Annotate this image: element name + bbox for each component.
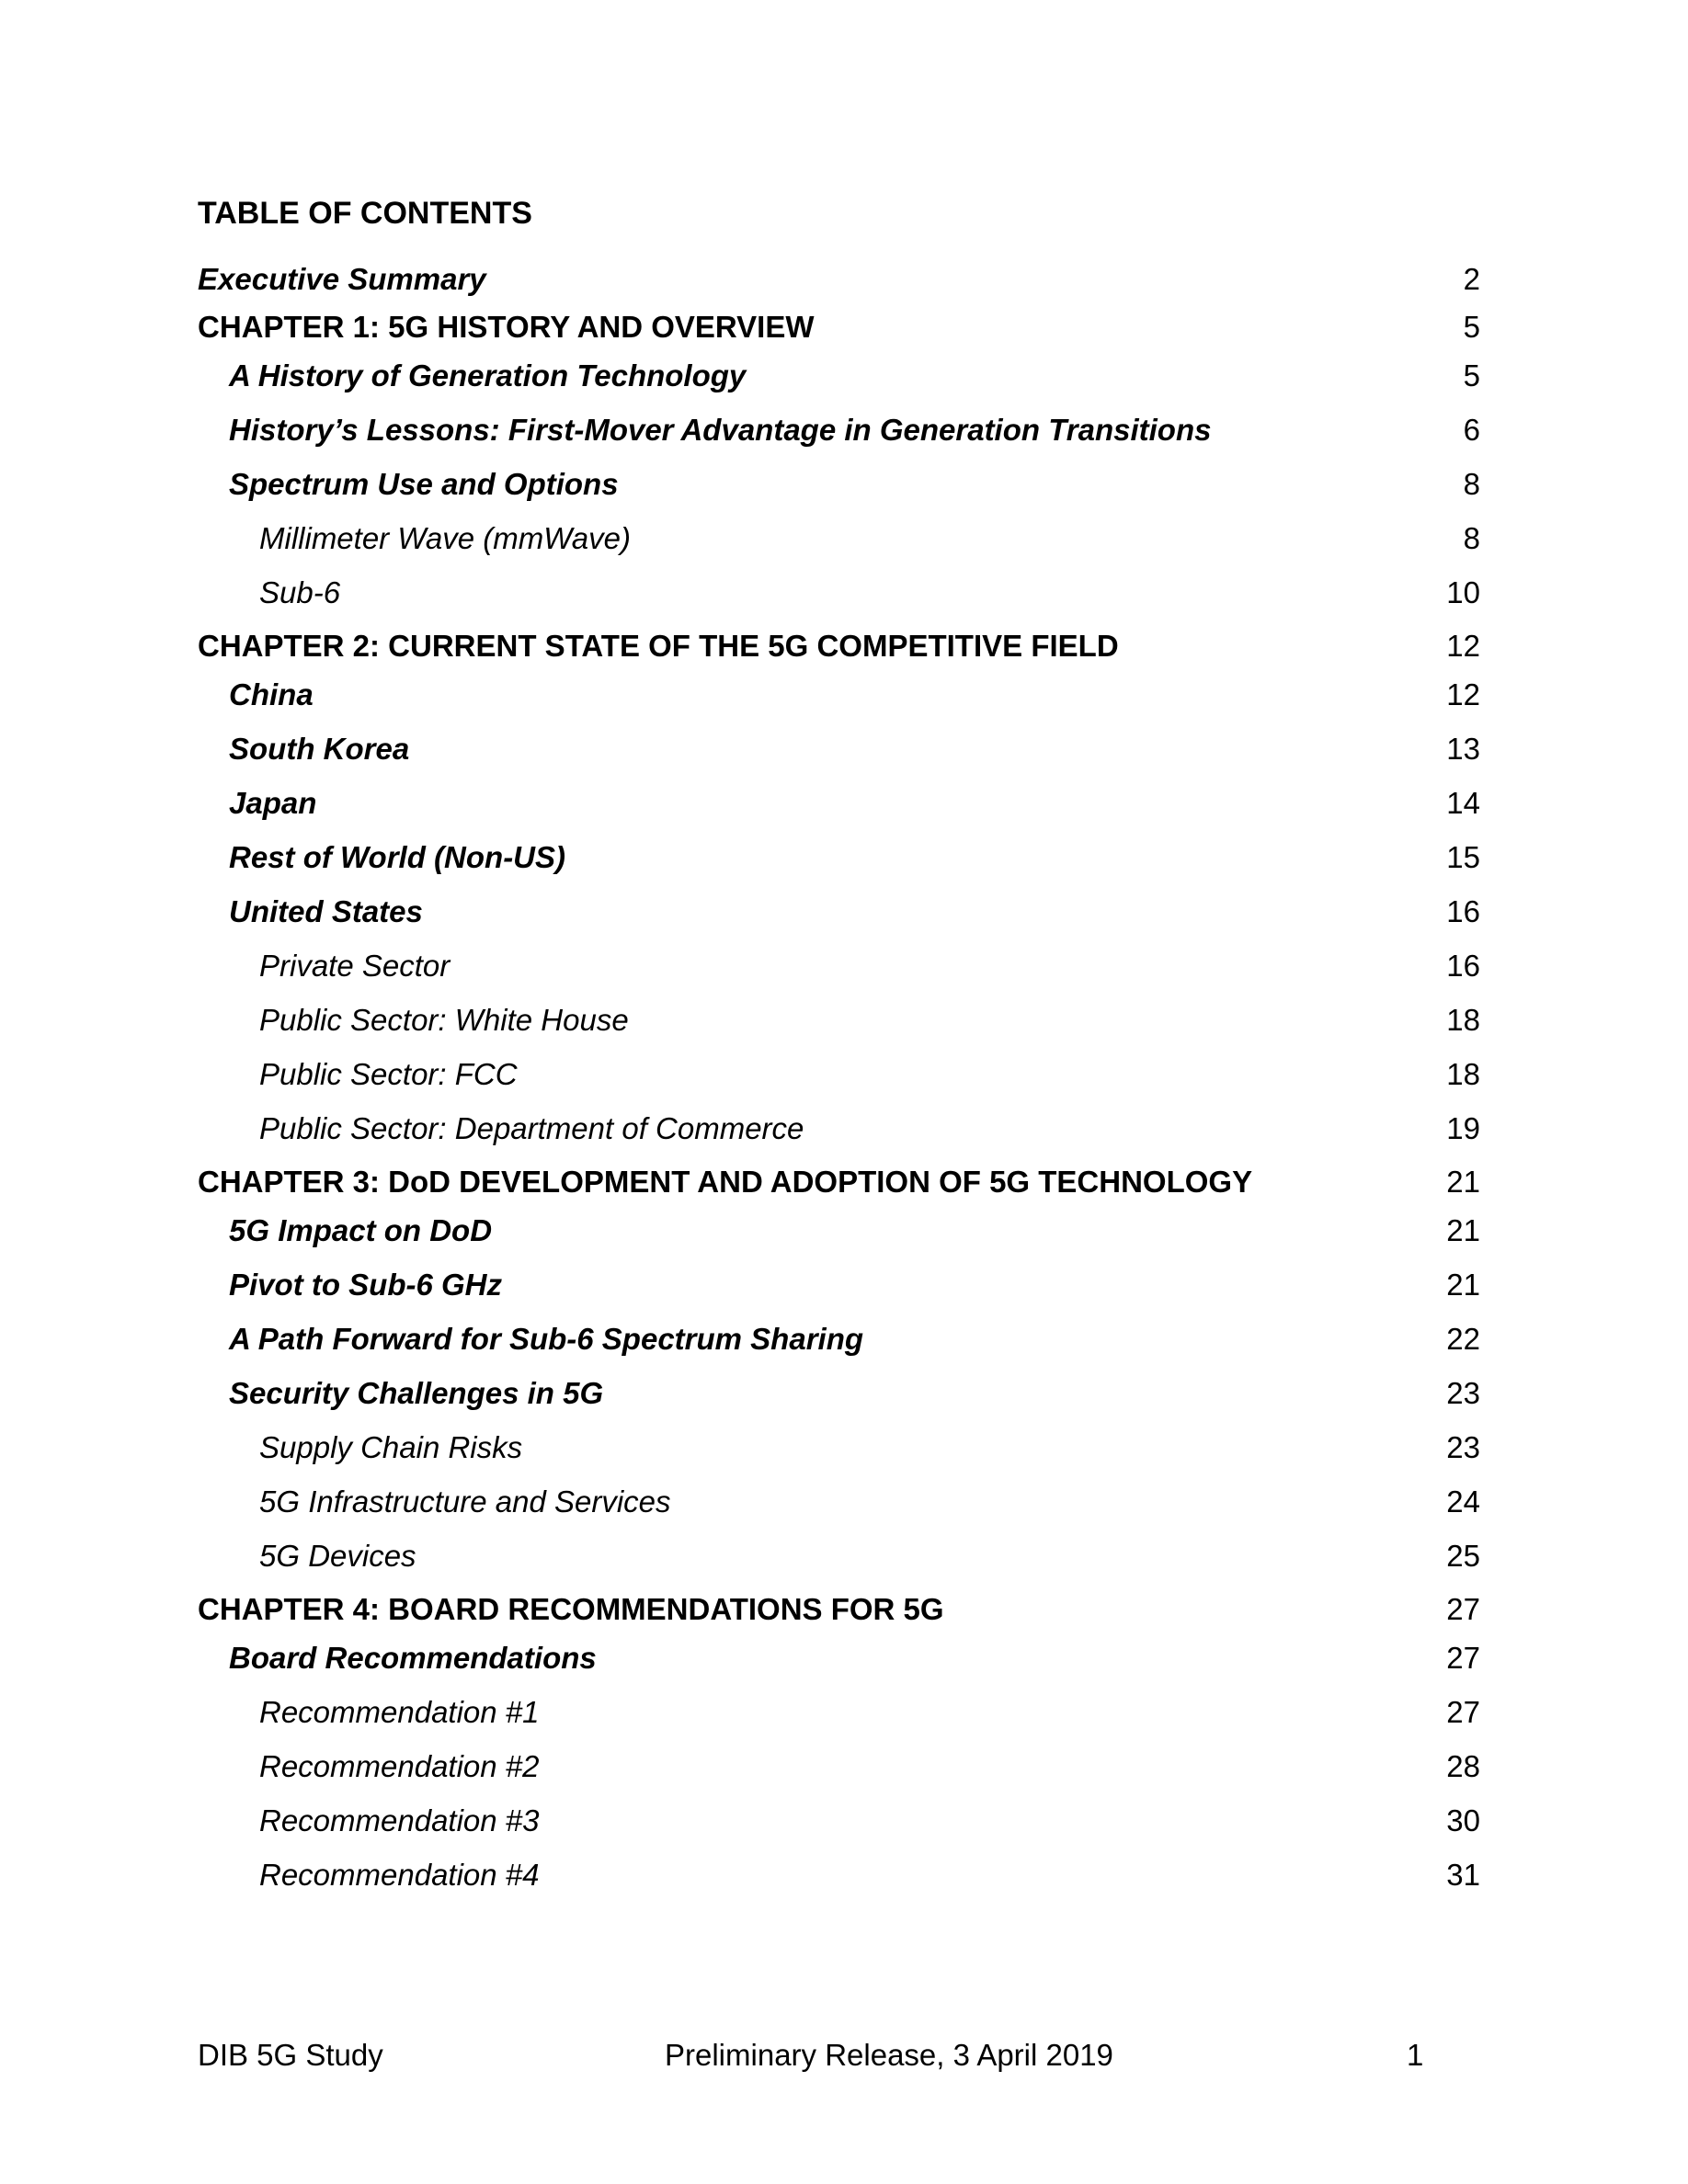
toc-entry-title: Japan [229, 786, 317, 820]
toc-entry-title: CHAPTER 2: CURRENT STATE OF THE 5G COMPETITIVE FIELD [198, 629, 1119, 663]
toc-entry[interactable] [198, 1056, 1480, 1093]
toc-entry-page: 14 [1446, 786, 1480, 820]
toc-entry-page: 23 [1446, 1430, 1480, 1464]
toc-entry[interactable] [198, 1164, 1480, 1200]
toc-entry-title: 5G Infrastructure and Services [259, 1484, 671, 1519]
toc-entry-title: 5G Devices [259, 1539, 416, 1573]
toc-entry-page: 6 [1463, 413, 1480, 447]
toc-entry[interactable] [198, 893, 1480, 930]
toc-entry-page: 16 [1446, 949, 1480, 983]
toc-entry-title: CHAPTER 4: BOARD RECOMMENDATIONS FOR 5G [198, 1592, 944, 1626]
toc-entry-page: 10 [1446, 575, 1480, 609]
toc-entry[interactable] [198, 785, 1480, 822]
toc-entry-title: A History of Generation Technology [229, 358, 747, 392]
toc-entry-page: 12 [1446, 677, 1480, 711]
toc-entry-title: Public Sector: White House [259, 1003, 629, 1037]
toc-entry-title: Rest of World (Non-US) [229, 840, 566, 874]
toc-entry[interactable] [198, 1857, 1480, 1894]
footer-page-number: 1 [1407, 2038, 1424, 2072]
toc-entry[interactable] [198, 1429, 1480, 1466]
toc-entry[interactable] [198, 677, 1480, 713]
toc-entry[interactable] [198, 1212, 1480, 1249]
toc-entry[interactable] [198, 1110, 1480, 1147]
toc-entry-title: Public Sector: Department of Commerce [259, 1111, 804, 1145]
toc-entry-title: Supply Chain Risks [259, 1430, 523, 1464]
toc-entry-title: Recommendation #3 [259, 1803, 540, 1837]
toc-entry-page: 21 [1446, 1213, 1480, 1247]
toc-entry[interactable] [198, 1321, 1480, 1358]
toc-entry-title: Executive Summary [198, 262, 486, 296]
toc-entry-title: Recommendation #2 [259, 1749, 540, 1783]
footer-release-date: Preliminary Release, 3 April 2019 [665, 2038, 1113, 2072]
toc-entry[interactable] [198, 466, 1480, 503]
toc-entry[interactable] [198, 261, 1480, 298]
toc-entry-page: 8 [1463, 467, 1480, 501]
toc-entry-title: Millimeter Wave (mmWave) [259, 521, 631, 555]
toc-entry[interactable] [198, 628, 1480, 665]
toc-entry[interactable] [198, 309, 1480, 346]
toc-entry-page: 15 [1446, 840, 1480, 874]
toc-entry-title: Private Sector [259, 949, 451, 983]
toc-entry-page: 28 [1446, 1749, 1480, 1783]
toc-entry-page: 27 [1446, 1695, 1480, 1729]
toc-entry-page: 30 [1446, 1803, 1480, 1837]
toc-entry[interactable] [198, 520, 1480, 557]
toc-entry-page: 27 [1446, 1592, 1480, 1626]
toc-entry-page: 31 [1446, 1858, 1480, 1892]
toc-entry-page: 12 [1446, 629, 1480, 663]
toc-entry-title: Board Recommendations [229, 1641, 597, 1675]
toc-entry[interactable] [198, 1640, 1480, 1677]
toc-entry[interactable] [198, 1694, 1480, 1731]
toc-entry-page: 8 [1463, 521, 1480, 555]
toc-heading: TABLE OF CONTENTS [198, 196, 532, 231]
toc-entry-title: United States [229, 894, 423, 928]
toc-entry-page: 2 [1463, 262, 1480, 296]
toc-entry-title: A Path Forward for Sub-6 Spectrum Sharing [229, 1322, 864, 1356]
toc-entry-page: 21 [1446, 1268, 1480, 1302]
toc-entry-page: 13 [1446, 732, 1480, 766]
toc-entry-page: 22 [1446, 1322, 1480, 1356]
toc-entry-title: South Korea [229, 732, 410, 766]
toc-entry-page: 16 [1446, 894, 1480, 928]
toc-entry-title: History’s Lessons: First-Mover Advantage in Generation Transitions [229, 413, 1212, 447]
toc-entry-title: Sub-6 [259, 575, 341, 609]
toc-entry-title: China [229, 677, 314, 711]
toc-entry[interactable] [198, 1002, 1480, 1039]
toc-entry-page: 23 [1446, 1376, 1480, 1410]
toc-entry-page: 24 [1446, 1484, 1480, 1519]
toc-entry-page: 5 [1463, 310, 1480, 344]
toc-entry[interactable] [198, 1484, 1480, 1520]
toc-entry-page: 5 [1463, 358, 1480, 392]
page-footer [0, 2037, 1688, 2074]
toc-entry[interactable] [198, 1267, 1480, 1303]
toc-list [198, 261, 1480, 1894]
toc-entry-title: CHAPTER 3: DoD DEVELOPMENT AND ADOPTION OF 5G TECHNOLOGY [198, 1165, 1253, 1199]
toc-entry-title: Security Challenges in 5G [229, 1376, 604, 1410]
toc-entry[interactable] [198, 1748, 1480, 1785]
toc-entry[interactable] [198, 948, 1480, 984]
toc-entry-page: 18 [1446, 1003, 1480, 1037]
toc-entry[interactable] [198, 1538, 1480, 1575]
toc-entry-page: 21 [1446, 1165, 1480, 1199]
toc-entry[interactable] [198, 731, 1480, 768]
toc-entry-title: Pivot to Sub-6 GHz [229, 1268, 502, 1302]
toc-entry[interactable] [198, 574, 1480, 611]
toc-entry-title: 5G Impact on DoD [229, 1213, 493, 1247]
toc-entry-page: 19 [1446, 1111, 1480, 1145]
toc-entry-page: 27 [1446, 1641, 1480, 1675]
toc-entry-title: Recommendation #1 [259, 1695, 540, 1729]
footer-document-title: DIB 5G Study [198, 2038, 383, 2072]
toc-entry[interactable] [198, 1375, 1480, 1412]
toc-entry-title: Recommendation #4 [259, 1858, 540, 1892]
toc-entry-title: Public Sector: FCC [259, 1057, 518, 1091]
toc-entry[interactable] [198, 1591, 1480, 1628]
toc-entry[interactable] [198, 412, 1480, 449]
toc-entry[interactable] [198, 1803, 1480, 1839]
toc-entry-page: 25 [1446, 1539, 1480, 1573]
toc-entry[interactable] [198, 839, 1480, 876]
toc-entry-title: CHAPTER 1: 5G HISTORY AND OVERVIEW [198, 310, 815, 344]
toc-entry-title: Spectrum Use and Options [229, 467, 619, 501]
toc-entry-page: 18 [1446, 1057, 1480, 1091]
toc-entry[interactable] [198, 358, 1480, 394]
